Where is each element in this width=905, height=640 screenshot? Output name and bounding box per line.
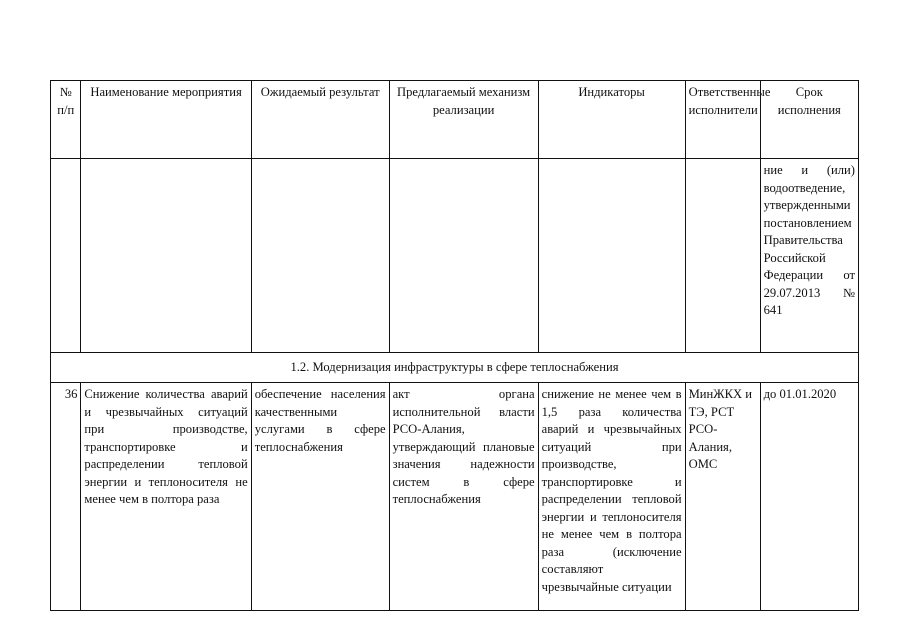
cell-empty bbox=[685, 159, 760, 353]
header-indicators-label: Индикаторы bbox=[578, 85, 645, 99]
header-indicators bbox=[538, 81, 685, 159]
header-mechanism bbox=[389, 81, 538, 159]
cell-empty bbox=[51, 159, 81, 353]
cell-empty bbox=[538, 159, 685, 353]
section-heading: 1.2. Модернизация инфраструктуры в сфере теплоснабжения bbox=[51, 353, 859, 383]
table-header-row bbox=[51, 81, 859, 159]
cell-empty bbox=[389, 159, 538, 353]
header-responsible-label: Ответственные исполнители bbox=[688, 85, 771, 117]
cell-deadline-continuation: ние и (или) водоотведение, утвержденными постановлением Правительства Российской Федерации от 29.07.2013 № 641 bbox=[760, 159, 858, 353]
header-deadline-label: Срок исполнения bbox=[777, 85, 841, 117]
header-expected-result bbox=[251, 81, 389, 159]
cell-deadline: до 01.01.2020 bbox=[760, 383, 858, 611]
header-mechanism-label: Предлагаемый механизм реализации bbox=[397, 85, 531, 117]
table-row-continuation bbox=[51, 159, 859, 353]
cell-row-number: 36 bbox=[51, 383, 81, 611]
activities-table bbox=[50, 80, 859, 611]
table-row bbox=[51, 383, 859, 611]
header-number-label: № п/п bbox=[57, 85, 75, 117]
header-number bbox=[51, 81, 81, 159]
cell-empty bbox=[251, 159, 389, 353]
section-heading-row bbox=[51, 353, 859, 383]
header-activity-name-label: Наименование мероприятия bbox=[90, 85, 242, 99]
cell-expected-result: обеспечение населения качественными услугами в сфере теплоснабжения bbox=[251, 383, 389, 611]
cell-empty bbox=[81, 159, 251, 353]
header-responsible bbox=[685, 81, 771, 159]
cell-indicators: снижение не менее чем в 1,5 раза количества аварий и чрезвычайных ситуаций при производстве, транспортировке и распределении тепловой энергии и теплоносителя не менее чем в полтора раза (исключение составляют чрезвычайные ситуации bbox=[538, 383, 685, 611]
header-activity-name bbox=[81, 81, 251, 159]
cell-mechanism: акт органа исполнительной власти РСО-Алания, утверждающий плановые значения надежности систем в сфере теплоснабжения bbox=[389, 383, 538, 611]
cell-responsible: МинЖКХ и ТЭ, РСТ РСО-Алания, ОМС bbox=[685, 383, 760, 611]
cell-activity-name: Снижение количества аварий и чрезвычайных ситуаций при производстве, транспортировке и распределении тепловой энергии и теплоносителя не менее чем в полтора раза bbox=[81, 383, 251, 611]
header-deadline bbox=[760, 81, 858, 159]
header-expected-result-label: Ожидаемый результат bbox=[260, 85, 380, 99]
